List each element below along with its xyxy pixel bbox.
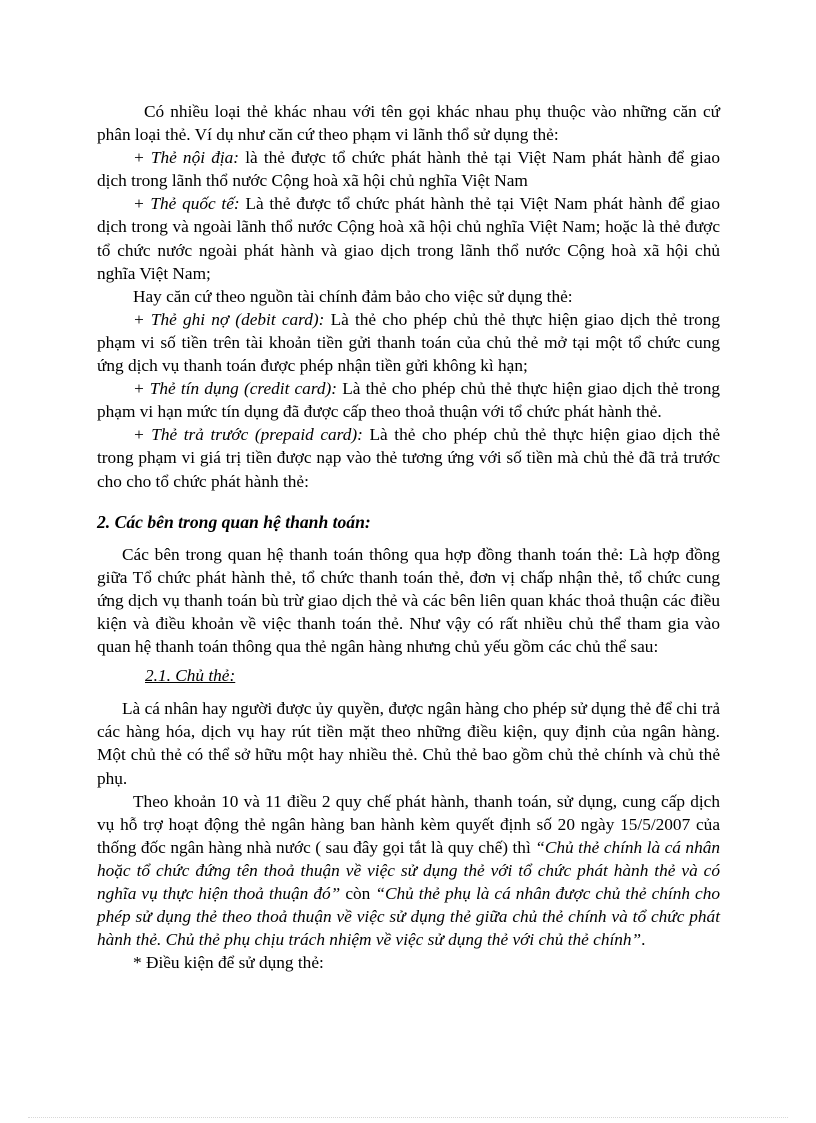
text-regulation-end: . (641, 930, 646, 950)
paragraph-funding-source: Hay căn cứ theo nguồn tài chính đảm bảo cho việc sử dụng thẻ: (133, 286, 573, 306)
text-regulation-intro: Theo khoản 10 và 11 điều 2 quy chế phát hành, thanh toán, sử dụng, cung cấp dịch vụ hỗ trợ hoạt động thẻ ngân hàng ban hành kèm quyết định số 20 ngày 15/5/2007 của thống đốc ngân hàng nhà nước ( sau đây gọi tắt là quy chế) thì (97, 791, 720, 857)
page-bottom-divider (28, 1117, 788, 1118)
term-prepaid-card: + Thẻ trả trước (prepaid card): (133, 425, 363, 445)
paragraph-prepaid-card (97, 423, 720, 492)
quote-primary-cardholder: “Chủ thẻ chính là cá nhân hoặc tổ chức đứng tên thoả thuận về việc sử dụng thẻ với tổ chức phát hành thẻ và có nghĩa vụ thực hiện thoả thuận đó” (97, 837, 720, 903)
paragraph-debit-card (97, 308, 720, 377)
text-international-card: Là thẻ được tổ chức phát hành thẻ tại Việt Nam phát hành để giao dịch trong và ngoài lãnh thổ nước Cộng hoà xã hội chủ nghĩa Việt Nam; hoặc là thẻ được tổ chức nước ngoài phát hành và giao dịch trong lãnh thổ nước Cộng hoà xã hội chủ nghĩa Việt Nam; (97, 194, 720, 283)
paragraph-usage-conditions: * Điều kiện để sử dụng thẻ: (133, 953, 324, 973)
spacer (97, 493, 720, 511)
term-debit-card: + Thẻ ghi nợ (debit card): (133, 309, 325, 329)
text-regulation-and: còn (340, 884, 376, 903)
text-domestic-card: là thẻ được tổ chức phát hành thẻ tại Việt Nam phát hành để giao dịch trong lãnh thổ nước Cộng hoà xã hội chủ nghĩa Việt Nam (97, 148, 720, 191)
quote-secondary-cardholder: “Chủ thẻ phụ là cá nhân được chủ thẻ chính cho phép sử dụng thẻ theo thoả thuận về việc sử dụng thẻ giữa chủ thẻ chính và tổ chức phát hành thẻ. Chủ thẻ phụ chịu trách nhiệm về việc sử dụng thẻ với chủ thẻ chính” (97, 884, 720, 950)
text-credit-card: Là thẻ cho phép chủ thẻ thực hiện giao dịch thẻ trong phạm vi hạn mức tín dụng đã được cấp theo thoả thuận với tổ chức phát hành thẻ. (97, 379, 720, 422)
term-domestic-card: + Thẻ nội địa: (133, 148, 240, 168)
paragraph-parties: Các bên trong quan hệ thanh toán thông qua hợp đồng thanh toán thẻ: Là hợp đồng giữa Tổ chức phát hành thẻ, tổ chức thanh toán thẻ, đơn vị chấp nhận thẻ, tổ chức cung ứng dịch vụ thanh toán bù trừ giao dịch thẻ và các bên liên quan khác thoả thuận các điều kiện và điều khoản về việc thanh toán thẻ. Như vậy có rất nhiều chủ thể tham gia vào quan hệ thanh toán thông qua thẻ ngân hàng nhưng chủ yếu gồm các chủ thể sau: (97, 544, 720, 657)
term-international-card: + Thẻ quốc tế: (133, 194, 240, 214)
text-prepaid-card: Là thẻ cho phép chủ thẻ thực hiện giao dịch thẻ trong phạm vi giá trị tiền được nạp vào thẻ tương ứng với số tiền mà chủ thẻ đã trả trước cho cho tổ chức phát hành thẻ: (97, 425, 720, 491)
paragraph-cardholder-definition: Là cá nhân hay người được ủy quyền, được ngân hàng cho phép sử dụng thẻ để chi trả các hàng hóa, dịch vụ hay rút tiền mặt theo những điều kiện, quy định của ngân hàng. Một chủ thẻ có thể sở hữu một hay nhiều thẻ. Chủ thẻ bao gồm chủ thẻ chính và chủ thẻ phụ. (97, 699, 720, 788)
paragraph-regulation (97, 790, 720, 952)
section-heading-parties: 2. Các bên trong quan hệ thanh toán: (97, 511, 371, 532)
document-body (97, 100, 720, 974)
paragraph-intro: Có nhiều loại thẻ khác nhau với tên gọi khác nhau phụ thuộc vào những căn cứ phân loại thẻ. Ví dụ như căn cứ theo phạm vi lãnh thổ sử dụng thẻ: (97, 102, 720, 145)
paragraph-credit-card (97, 377, 720, 423)
term-credit-card: + Thẻ tín dụng (credit card): (133, 379, 338, 399)
subsection-heading-cardholder: 2.1. Chủ thẻ: (145, 666, 236, 686)
text-debit-card: Là thẻ cho phép chủ thẻ thực hiện giao dịch thẻ trong phạm vi số tiền trên tài khoản tiền gửi thanh toán của chủ thẻ mở tại một tổ chức cung ứng dịch vụ thanh toán được phép nhận tiền gửi không kì hạn; (97, 309, 720, 376)
paragraph-domestic-card (97, 146, 720, 192)
paragraph-international-card (97, 192, 720, 284)
